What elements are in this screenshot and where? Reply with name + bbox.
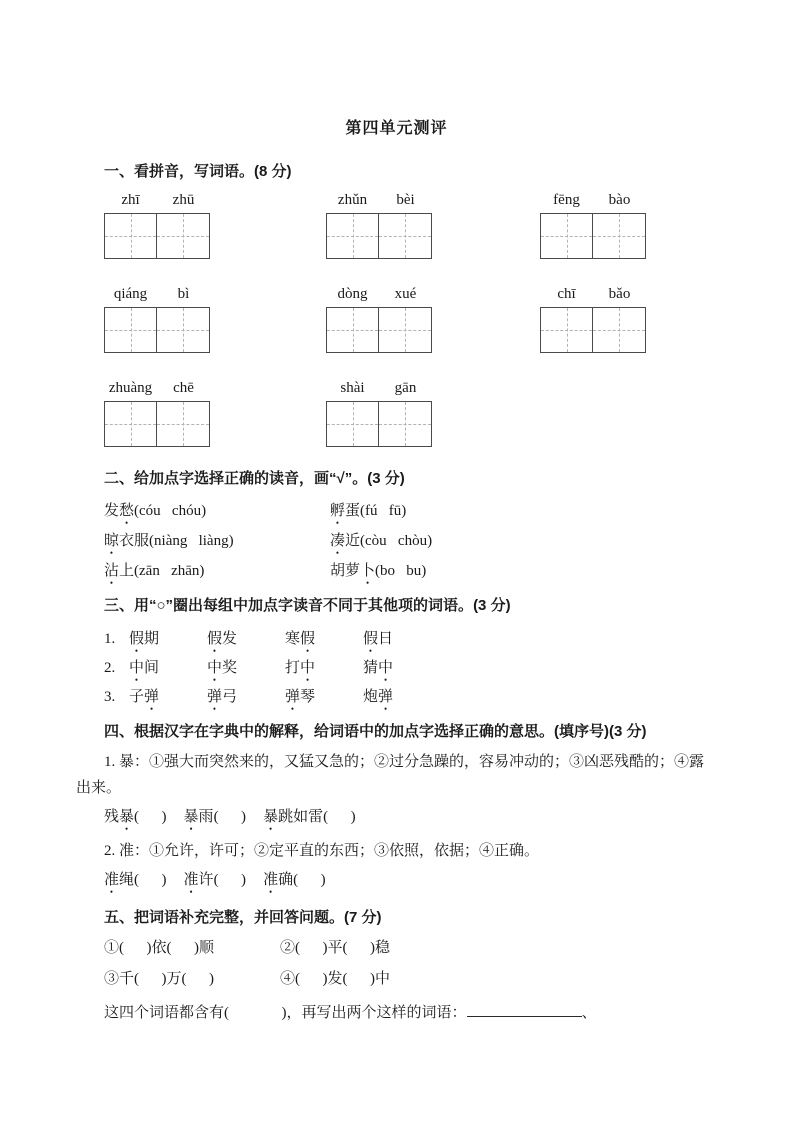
writing-grid [104, 401, 210, 447]
pinyin-syllable: dòng [337, 286, 368, 302]
pronunciation-item [104, 556, 330, 586]
pinyin-syllable: bǎo [608, 286, 631, 302]
answer-parens: ( ) [213, 809, 247, 825]
pinyin-label [326, 377, 432, 399]
pinyin-label [104, 283, 210, 305]
dotted-char: 弹 [285, 689, 301, 705]
answer-parens: ( ) [323, 809, 356, 825]
pronunciation-item [330, 526, 717, 556]
dotted-char: 中 [300, 660, 316, 676]
pinyin-syllable: zhǔn [337, 192, 368, 208]
reading-choices: (bo bu) [375, 563, 427, 579]
word-with-blank [104, 802, 167, 832]
writing-grid [104, 213, 210, 259]
writing-grid [326, 307, 432, 353]
dotted-char: 晾 [104, 533, 120, 549]
word-pre: 打 [285, 660, 301, 676]
dotted-char: 准 [183, 872, 199, 888]
section-5-heading: 五、把词语补充完整，并回答问题。(7 分) [104, 909, 382, 926]
definition-text: 1. 暴：①强大而突然来的，又猛又急的；②过分急躁的，容易冲动的；③凶恶残酷的；④露出来。 [76, 754, 705, 796]
dotted-char: 准 [104, 872, 120, 888]
dotted-char: 弹 [144, 689, 160, 705]
grid-cell [157, 401, 210, 447]
word-with-blank [104, 865, 167, 895]
word-post: 许 [198, 872, 214, 888]
pinyin-syllable: zhuàng [108, 380, 153, 396]
word-option [207, 654, 285, 683]
dotted-char: 中 [129, 660, 145, 676]
word-post: 发 [222, 631, 238, 647]
reading-choices: (fú fū) [360, 503, 407, 519]
word-pre: 寒 [285, 631, 301, 647]
pronunciation-item [330, 556, 717, 586]
word-option [363, 683, 441, 712]
answer-blank [467, 1004, 582, 1017]
word-post: 弓 [222, 689, 238, 705]
page-title: 第四单元测评 [345, 120, 448, 137]
section-4-words [76, 865, 717, 895]
word-pre: 猜 [363, 660, 379, 676]
section-4-words [76, 802, 717, 832]
word-post: 跳如雷 [278, 809, 324, 825]
circle-row [76, 654, 717, 683]
word-post: 间 [144, 660, 160, 676]
word-option [129, 654, 207, 683]
section-4-heading: 四、根据汉字在字典中的解释，给词语中的加点字选择正确的意思。(填序号)(3 分) [104, 723, 647, 740]
circle-row [76, 683, 717, 712]
section-2-heading: 二、给加点字选择正确的读音，画“√”。(3 分) [104, 470, 405, 487]
word-post: 近 [345, 533, 361, 549]
grid-cell [540, 307, 593, 353]
dotted-char: 假 [207, 631, 223, 647]
reading-choices: (cóu chóu) [134, 503, 207, 519]
pinyin-syllable: gān [394, 380, 417, 396]
idiom-blank: ③千( )万( ) [104, 971, 214, 987]
row-number: 3. [104, 689, 116, 705]
word-post: 奖 [222, 660, 238, 676]
grid-cell [593, 213, 646, 259]
pronunciation-item [104, 496, 330, 526]
pinyin-syllable: shài [340, 380, 365, 396]
pinyin-syllable: bèi [396, 192, 415, 208]
pinyin-label [104, 377, 210, 399]
grid-cell [379, 213, 432, 259]
dotted-char: 弹 [378, 689, 394, 705]
reading-choices: (niàng liàng) [149, 533, 234, 549]
section-1-heading: 一、看拼音，写词语。(8 分) [104, 163, 292, 180]
dotted-char: 假 [363, 631, 379, 647]
word-post: 确 [278, 872, 294, 888]
dotted-char: 暴 [119, 809, 135, 825]
word-post: 期 [144, 631, 160, 647]
word-with-blank [184, 865, 247, 895]
dotted-char: 愁 [119, 503, 135, 519]
list-separator: 、 [581, 1005, 597, 1021]
grid-cell [379, 307, 432, 353]
grid-row-1 [76, 213, 717, 259]
section-3-heading: 三、用“○”圈出每组中加点字读音不同于其他项的词语。(3 分) [104, 597, 511, 614]
dotted-char: 卜 [360, 563, 376, 579]
row-number: 2. [104, 660, 116, 676]
section-5-rows [76, 933, 717, 1029]
definition-text: 2. 准：①允许，许可；②定平直的东西；③依照，依据；④正确。 [104, 843, 540, 859]
word-post: 雨 [198, 809, 214, 825]
circle-row [76, 625, 717, 654]
grid-cell [326, 213, 379, 259]
dotted-char: 凑 [330, 533, 346, 549]
dotted-char: 弹 [207, 689, 223, 705]
dotted-char: 准 [263, 872, 279, 888]
writing-grid [326, 213, 432, 259]
word-option [363, 654, 441, 683]
idiom-blank: ④( )发( )中 [280, 971, 390, 987]
word-pre: 胡萝 [330, 563, 361, 579]
word-with-blank [263, 802, 356, 832]
pinyin-syllable: xué [394, 286, 417, 302]
idiom-fill-row [76, 933, 717, 964]
word-option [285, 625, 363, 654]
word-with-blank [263, 865, 326, 895]
pronunciation-item [330, 496, 717, 526]
pinyin-syllable: qiáng [113, 286, 148, 302]
pinyin-label [326, 189, 432, 211]
grid-cell [157, 213, 210, 259]
followup-question [76, 997, 717, 1029]
section-3-rows [76, 625, 717, 712]
reading-choices: (còu chòu) [360, 533, 433, 549]
idiom-fill-row [76, 964, 717, 995]
grid-cell [104, 213, 157, 259]
pinyin-row-3 [76, 377, 717, 399]
grid-row-3 [76, 401, 717, 447]
grid-cell [157, 307, 210, 353]
dotted-char: 孵 [330, 503, 346, 519]
pinyin-syllable: chē [173, 380, 194, 396]
grid-cell [326, 307, 379, 353]
writing-grid [540, 307, 646, 353]
section-2-items [76, 496, 717, 586]
word-post: 绳 [119, 872, 135, 888]
word-pre: 炮 [363, 689, 379, 705]
pinyin-syllable: bì [177, 286, 190, 302]
word-option [285, 683, 363, 712]
pinyin-syllable: bào [608, 192, 631, 208]
pinyin-syllable: fēng [553, 192, 580, 208]
answer-parens: ( ) [293, 872, 326, 888]
word-pre: 残 [104, 809, 120, 825]
dotted-char: 中 [207, 660, 223, 676]
pinyin-label [540, 189, 646, 211]
reading-choices: (zān zhān) [134, 563, 205, 579]
word-pre: 子 [129, 689, 145, 705]
pinyin-syllable: chī [557, 286, 576, 302]
writing-grid [104, 307, 210, 353]
writing-grid [540, 213, 646, 259]
dotted-char: 中 [378, 660, 394, 676]
grid-cell [379, 401, 432, 447]
dotted-char: 沾 [104, 563, 120, 579]
writing-grid [326, 401, 432, 447]
word-option [129, 625, 207, 654]
dotted-char: 假 [300, 631, 316, 647]
word-post: 上 [119, 563, 135, 579]
answer-parens: ( ) [134, 872, 167, 888]
pinyin-label [104, 189, 210, 211]
row-number: 1. [104, 631, 116, 647]
word-option [207, 683, 285, 712]
word-post: 日 [378, 631, 394, 647]
dotted-char: 暴 [263, 809, 279, 825]
pinyin-row-2 [76, 283, 717, 305]
grid-cell [104, 307, 157, 353]
grid-cell [593, 307, 646, 353]
grid-cell [104, 401, 157, 447]
word-with-blank [184, 802, 247, 832]
pinyin-label [540, 283, 646, 305]
word-post: 蛋 [345, 503, 361, 519]
grid-cell [326, 401, 379, 447]
idiom-blank: ①( )依( )顺 [104, 940, 214, 956]
word-option [285, 654, 363, 683]
dotted-char: 假 [129, 631, 145, 647]
word-pre: 发 [104, 503, 120, 519]
question-text: 这四个词语都含有( )，再写出两个这样的词语： [104, 1005, 467, 1021]
word-post: 衣服 [119, 533, 150, 549]
pinyin-syllable: zhī [121, 192, 140, 208]
word-option [363, 625, 441, 654]
word-option [129, 683, 207, 712]
word-post: 琴 [300, 689, 316, 705]
grid-row-2 [76, 307, 717, 353]
word-option [207, 625, 285, 654]
answer-parens: ( ) [213, 872, 247, 888]
idiom-blank: ②( )平( )稳 [280, 940, 390, 956]
pinyin-syllable: zhū [172, 192, 195, 208]
pinyin-row-1 [76, 189, 717, 211]
dotted-char: 暴 [183, 809, 199, 825]
grid-cell [540, 213, 593, 259]
pronunciation-item [104, 526, 330, 556]
answer-parens: ( ) [134, 809, 167, 825]
pinyin-label [326, 283, 432, 305]
